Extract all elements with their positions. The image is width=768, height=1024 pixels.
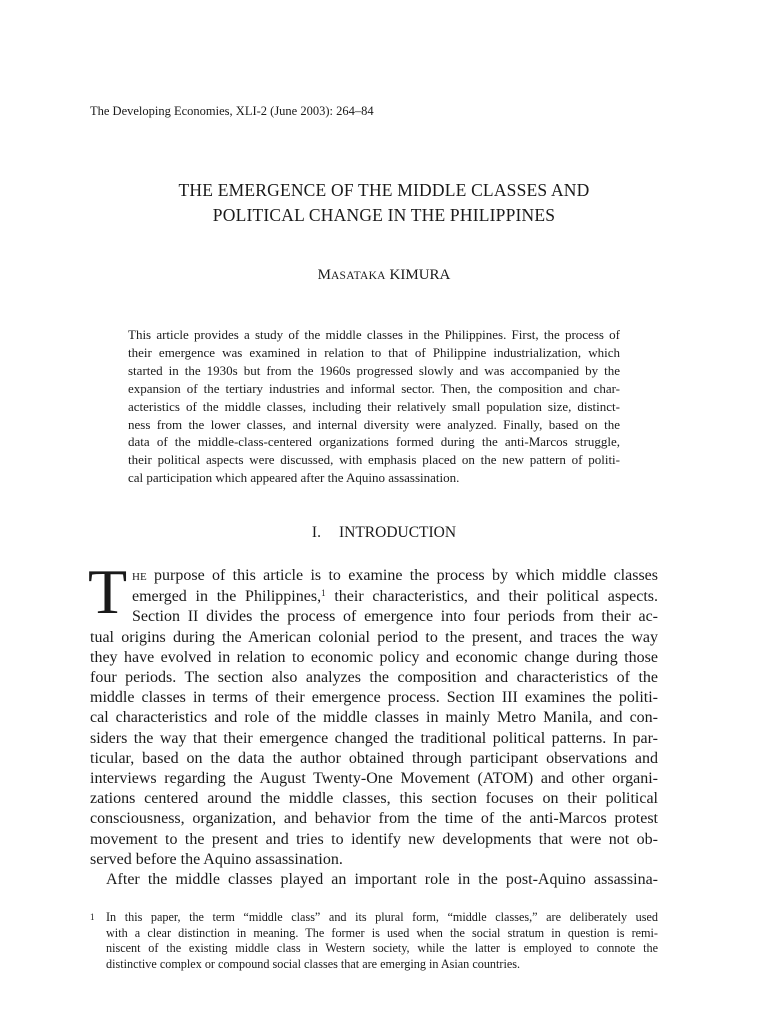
body-line: zations centered around the middle classes, this section focuses on their political	[90, 790, 658, 808]
body-line: siders the way that their emergence changed the traditional political patterns. In par-	[90, 729, 658, 747]
abstract-line: acteristics of the middle classes, including their relatively small population size, distinct-	[128, 398, 620, 414]
footnote-line: distinctive complex or compound social classes that are emerging in Asian countries.	[106, 956, 521, 971]
body-line-text: purpose of this article is to examine the process by which middle classes	[146, 567, 658, 584]
body-line-text: emerged in the Philippines,	[132, 588, 322, 606]
section-number: I.	[311, 524, 321, 541]
body-line: tual origins during the American colonial period to the present, and traces the way	[90, 628, 658, 646]
body-line	[132, 566, 658, 587]
abstract	[128, 326, 620, 487]
body-line	[132, 587, 658, 607]
body-line: ticular, based on the data the author obtained through participant observations and	[90, 749, 658, 767]
body-line: consciousness, organization, and behavior from the time of the anti-Marcos protest	[90, 810, 658, 828]
body-line: cal characteristics and role of the middle classes in mainly Metro Manila, and con-	[90, 709, 658, 727]
footnote	[90, 910, 658, 972]
abstract-line: data of the middle-class-centered organizations formed during the anti-Marcos struggle,	[128, 434, 620, 450]
title-line-2: POLITICAL CHANGE IN THE PHILIPPINES	[212, 205, 556, 225]
title-line-1: THE EMERGENCE OF THE MIDDLE CLASSES AND	[178, 180, 590, 200]
footnote-mark: 1	[90, 912, 95, 922]
body-line: served before the Aquino assassination.	[90, 850, 343, 868]
abstract-line: expansion of the tertiary industries and informal sector. Then, the composition and char-	[128, 380, 620, 396]
author-first-rest: ASATAKA	[330, 270, 386, 282]
body-line: Section II divides the process of emergence into four periods from their ac-	[132, 608, 658, 626]
abstract-line: cal participation which appeared after the Aquino assassination.	[128, 470, 460, 486]
journal-citation: The Developing Economies, XLI-2 (June 2003): 264–84	[90, 104, 374, 118]
body-line: they have evolved in relation to economic policy and economic change during those	[90, 648, 658, 666]
footnote-line: with a clear distinction in meaning. The former is used when the social stratum in question is remi-	[106, 925, 658, 940]
abstract-line: started in the 1930s but from the 1960s progressed slowly and was accompanied by the	[128, 362, 620, 378]
author-last-name: KIMURA	[389, 267, 451, 283]
abstract-line: their political aspects were discussed, with emphasis placed on the new pattern of politi-	[128, 452, 620, 468]
abstract-line: This article provides a study of the middle classes in the Philippines. First, the process of	[128, 327, 620, 342]
footnote-reference[interactable]: 1	[321, 588, 326, 599]
body-line-text: their characteristics, and their political aspects.	[325, 588, 659, 606]
section-heading	[90, 524, 678, 542]
abstract-line: ness from the lower classes, and internal diversity were analyzed. Finally, based on the	[128, 416, 620, 432]
footnote-line: niscent of the existing middle class in Western society, while the latter is employed to connote the	[106, 941, 658, 956]
body-line: four periods. The section also analyzes the composition and characteristics of the	[90, 669, 658, 687]
section-title: INTRODUCTION	[338, 524, 457, 541]
author-first-initial: M	[317, 267, 331, 283]
body-text	[90, 566, 658, 890]
body-line: middle classes in terms of their emergence process. Section III examines the politi-	[90, 689, 658, 707]
body-line: interviews regarding the August Twenty-One Movement (ATOM) and other organi-	[90, 770, 658, 788]
smallcaps-word: HE	[132, 571, 147, 583]
abstract-line: their emergence was examined in relation to that of Philippine industrialization, which	[128, 344, 620, 360]
article-title	[90, 178, 678, 228]
body-line: movement to the present and tries to identify new developments that were not ob-	[90, 830, 658, 848]
drop-cap: T	[88, 556, 128, 627]
body-line: After the middle classes played an important role in the post-Aquino assassina-	[106, 871, 658, 889]
author-name	[90, 267, 678, 284]
footnote-line: In this paper, the term “middle class” and its plural form, “middle classes,” are deliberately used	[106, 910, 658, 924]
